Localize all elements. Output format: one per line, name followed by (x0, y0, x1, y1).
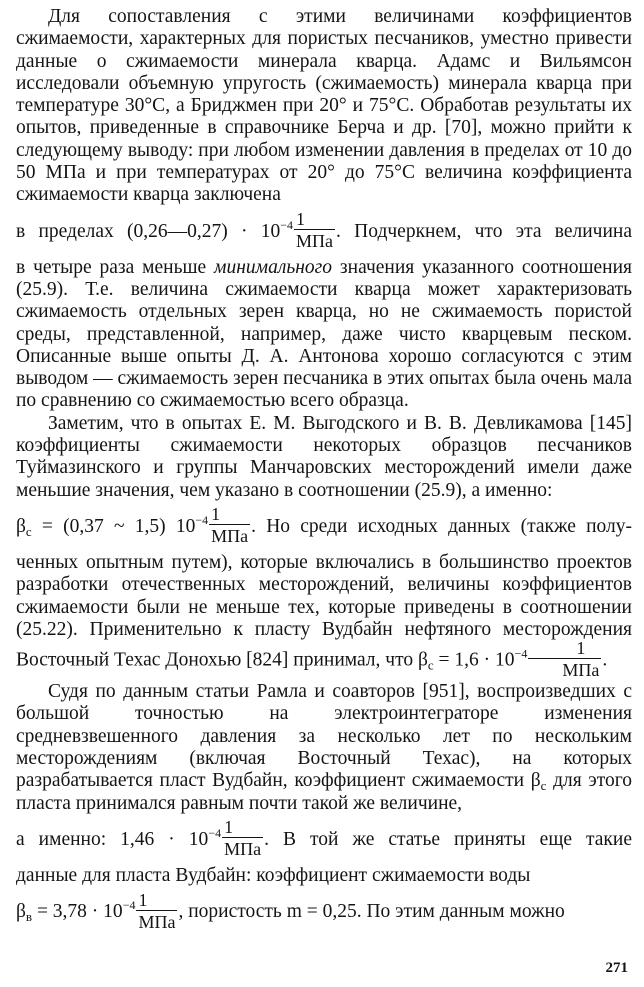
paragraph-vygodsky-experiments (16, 413, 632, 681)
subscript: в (25, 909, 33, 925)
fraction (136, 891, 177, 931)
subscript: c (427, 657, 434, 673)
paragraph-text: значения указанного соотношения (25.9). Т.е. величина сжимаемости кварца может характеризовать сжимаемость отдельных зерен кварца, но не сжимаемость пористой среды, представленной, например, даже чисто кварцевым песком. Описанные выше опыты Д. А. Антонова хорошо согласуются с этим выводом — сжимаемость зерен песчаника в этих опытах была очень мала по сравнению со сжимаемостью всего образца. (16, 256, 632, 412)
fraction-numerator: 1 (576, 638, 586, 659)
fraction (294, 210, 335, 250)
fraction-denominator: МПа (138, 911, 176, 932)
subscript: c (25, 523, 32, 539)
exponent: −4 (208, 825, 222, 840)
paragraph-text: ченных опытным путем), которые включались в большинство проектов разработки отечественных месторождений, величины коэффициентов сжимаемости были не меньше тех, которые приведены в соотношении (25.22). Применительно к пласту Вудбайн нефтяного месторождения Восточный Техас Донохью [824] принимал, что (16, 551, 632, 671)
subscript: c (540, 778, 547, 794)
paragraph-text: Судя по данным статьи Рамла и соавторов [951], воспроизведших с большой точностью на электроинтеграторе изменения средневзвешенного давления за несколько лет по нескольким месторождениям (включая Восточный Техас), на которых разрабатывается пласт Вудбайн, коэффициент сжимаемости (16, 681, 632, 792)
formula-text: в пределах (0,26—0,27) · 10 (16, 220, 281, 242)
fraction-numerator: 1 (211, 504, 221, 525)
fraction-numerator: 1 (224, 817, 234, 838)
paragraph-quartz-compressibility (16, 6, 632, 413)
exponent: −4 (195, 512, 209, 527)
beta-symbol: β (16, 901, 26, 923)
beta-symbol: β (16, 515, 26, 537)
formula-text: = 3,78 · 10 (32, 901, 123, 923)
fraction (222, 818, 263, 858)
exponent: −4 (122, 898, 136, 913)
paragraph-text: Заметим, что в опытах Е. М. Выгодского и В. В. Девликамова [145] коэффициенты сжимаемости некоторых образцов песчаников Туймазинского и группы Манчаровских месторождений имели даже меньшие значения, чем указано в соотношении (25.9), а именно: (16, 412, 632, 501)
fraction-denominator: МПа (296, 231, 334, 252)
formula-tail: . Подчеркнем, что эта величина (336, 220, 632, 242)
formula-text: = (0,37 ~ 1,5) 10 (31, 515, 196, 537)
fraction-numerator: 1 (296, 209, 306, 230)
document-page (16, 6, 632, 981)
beta-symbol: β (417, 649, 428, 671)
paragraph-text: данные для пласта Вудбайн: коэффициент сжимаемости воды (16, 864, 531, 886)
formula-tail: . (602, 649, 608, 671)
paragraph-text: Для сопоставления с этими величинами коэффициентов сжимаемости, характерных для пористых песчаников, уместно привести данные о сжимаемости минерала кварца. Адамс и Вильямсон исследовали объемную упругость (сжимаемость) минерала кварца при температуре 30°С, а Бриджмен при 20° и 75°С. Обработав результаты их опытов, приведенные в справочнике Берча и др. [70], можно прийти к следующему выводу: при любом изменении давления в пределах от 10 до 50 МПа и при температурах от 20° до 75°С величина коэффициента сжимаемости кварца заключена (16, 6, 632, 206)
fraction (528, 639, 601, 679)
formula-line (16, 502, 632, 552)
paragraph-text: для этого пласта принимался равным почти такой же величине, (16, 770, 632, 814)
exponent: −4 (514, 646, 528, 661)
formula-text: = 1,6 · 10 (433, 649, 515, 671)
formula-line (16, 887, 632, 937)
fraction-denominator: МПа (211, 526, 249, 547)
fraction (209, 505, 250, 545)
italic-emphasis: минимального (214, 256, 333, 278)
formula-line (16, 815, 632, 865)
page-number: 271 (605, 960, 628, 976)
fraction-denominator: МПа (224, 839, 262, 860)
formula-tail: , пористость m = 0,25. По этим данным можно (178, 901, 565, 923)
fraction-denominator: МПа (528, 658, 601, 679)
formula-tail: . В той же статье приняты еще такие (264, 828, 632, 850)
fraction-numerator: 1 (138, 889, 148, 910)
formula-tail: . Но среди исходных данных (также полу- (251, 515, 632, 537)
formula-text: а именно: 1,46 · 10 (16, 828, 209, 850)
beta-symbol: β (530, 770, 541, 792)
exponent: −4 (280, 217, 294, 232)
formula-line (16, 207, 632, 257)
paragraph-woodbine-data (16, 681, 632, 937)
paragraph-text: в четыре раза меньше (16, 256, 215, 278)
